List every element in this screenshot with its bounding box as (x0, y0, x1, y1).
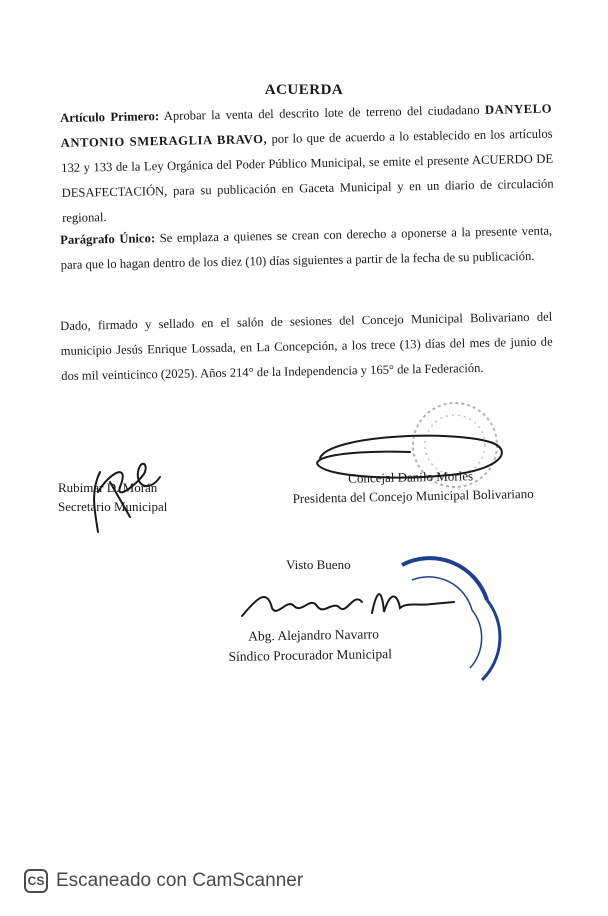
document-title: ACUERDA (264, 82, 344, 98)
article-label: Artículo Primero: (60, 109, 160, 125)
paragraph-text: Se emplaza a quienes se crean con derecho a oponerse a la presente venta, para que lo hagan dentro de los diez (10) días siguientes a partir de la fecha de su publicación. (60, 223, 553, 272)
camscanner-footer (24, 866, 303, 896)
signature-right-name: Concejal Danilo Morles (348, 468, 474, 486)
signature-bottom-role: Síndico Procurador Municipal (228, 646, 393, 664)
signature-right-role: Presidenta del Concejo Municipal Bolivariano (292, 485, 534, 506)
article-text-after: por lo que de acuerdo a lo establecido en los artículos 132 y 133 de la Ley Orgánica del Poder Público Municipal, se emite el presente ACUERDO DE DESAFECTACIÓN, para su publicación en Gaceta Municipal y en un diario de circulación regional. (61, 126, 554, 225)
article-primero (60, 97, 554, 231)
signature-bottom-scribble (232, 578, 462, 628)
camscanner-text: Escaneado con CamScanner (56, 870, 304, 891)
visto-bueno-label: Visto Bueno (286, 557, 351, 572)
signature-right (292, 465, 534, 508)
signature-left (58, 478, 167, 516)
camscanner-icon: CS (24, 869, 48, 893)
signature-bottom (228, 624, 392, 667)
citizen-name: DANYELO ANTONIO SMERAGLIA BRAVO, (60, 101, 553, 150)
article-text-before: Aprobar la venta del descrito lote de terreno del ciudadano (163, 102, 480, 124)
closing-paragraph: Dado, firmado y sellado en el salón de sesiones del Concejo Municipal Bolivariano del municipio Jesús Enrique Lossada, en La Concepción, a los trece (13) días del mes de junio de dos mil veinticinco (2025). Años 214° de la Independencia y 165° de la Federación. (60, 309, 553, 383)
paragrafo-unico (60, 219, 553, 278)
signature-left-name: Rubimar D. Morán (58, 480, 158, 495)
signature-left-role: Secretario Municipal (58, 499, 168, 514)
paragraph-label: Parágrafo Único: (60, 231, 156, 247)
signature-bottom-name: Abg. Alejandro Navarro (248, 626, 380, 644)
